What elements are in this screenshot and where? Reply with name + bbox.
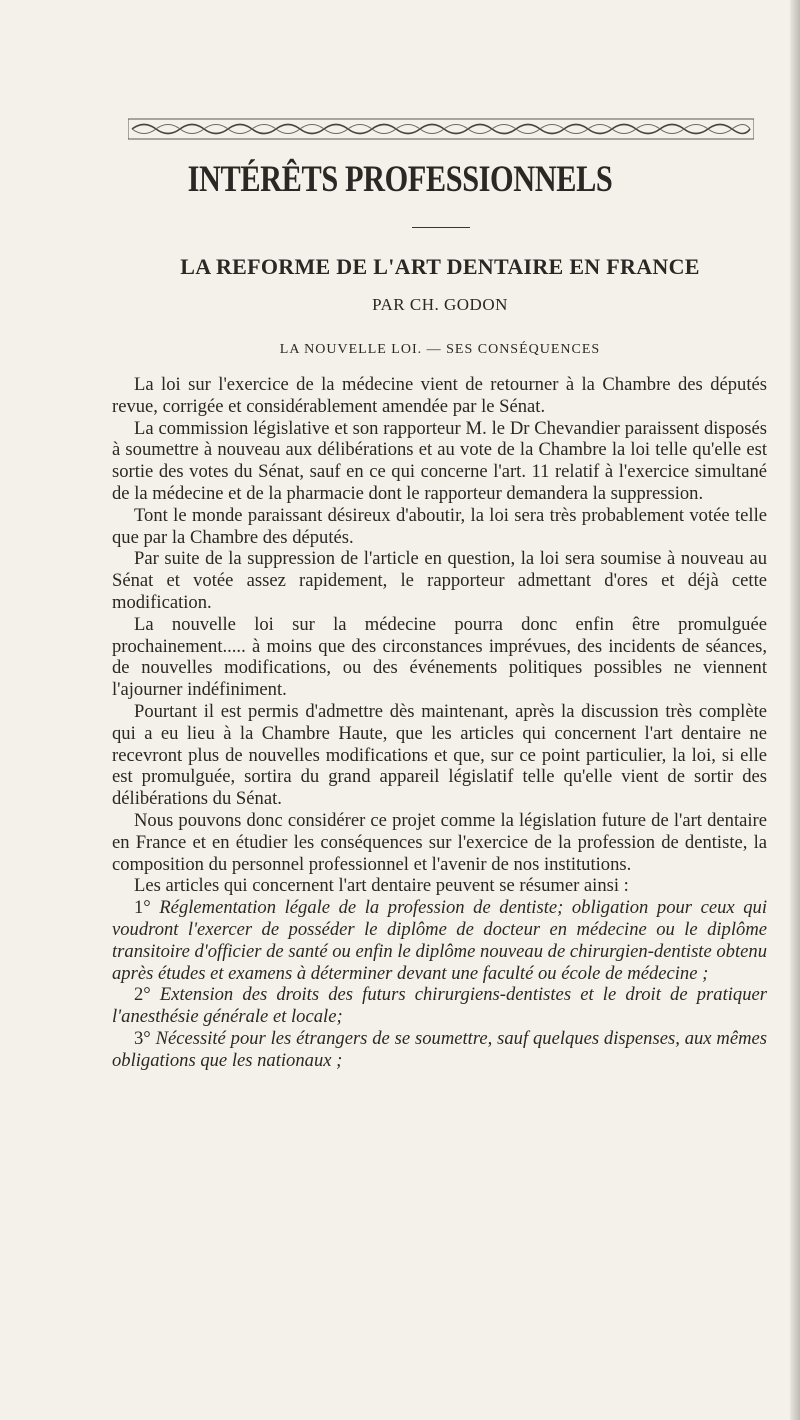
paragraph: Les articles qui concernent l'art dentaire peuvent se résumer ainsi : <box>134 875 629 897</box>
paragraph: Pourtant il est permis d'admettre dès maintenant, après la discussion très complète qui a eu lieu à la Chambre Haute, que les articles qui concernent l'art dentaire ne recevront plus de nouvelles modifications et que, sur ce point particulier, la loi, si elle est promulguée, sortira du grand appareil législatif telle qu'elle vient de sortir des délibérations du Sénat. <box>112 700 767 810</box>
paragraph: Tont le monde paraissant désireux d'aboutir, la loi sera très probablement votée telle que par la Chambre des députés. <box>112 504 767 548</box>
list-item-text: Nécessité pour les étrangers de se soumettre, sauf quelques dispenses, aux mêmes obligations que les nationaux ; <box>112 1027 767 1071</box>
article-body <box>112 374 767 1072</box>
paragraph: Par suite de la suppression de l'article en question, la loi sera soumise à nouveau au Sénat et votée assez rapidement, le rapporteur admettant d'ores et déjà cette modification. <box>112 548 767 613</box>
list-item-number: 3° <box>134 1027 151 1049</box>
list-item <box>112 1028 767 1072</box>
article-title: LA REFORME DE L'ART DENTAIRE EN FRANCE <box>180 254 700 279</box>
list-item-text: Réglementation légale de la profession de dentiste; obligation pour ceux qui voudront l'exercer de posséder le diplôme de docteur en médecine ou le diplôme transitoire d'officier de santé ou enfin le diplôme nouveau de chirurgien-dentiste obtenu après études et examens à déterminer devant une faculté ou école de médecine ; <box>112 897 768 984</box>
ornamental-header-band <box>128 118 754 140</box>
section-heading: INTÉRÊTS PROFESSIONNELS <box>187 159 613 200</box>
paragraph: La nouvelle loi sur la médecine pourra donc enfin être promulguée prochainement..... à moins que des circonstances imprévues, des incidents de séances, de nouvelles modifications, ou des événements politiques possibles ne viennent l'ajourner indéfiniment. <box>112 613 767 701</box>
list-item <box>112 984 767 1028</box>
title-rule <box>412 227 470 228</box>
byline: PAR CH. GODON <box>372 295 508 314</box>
list-item-number: 2° <box>134 984 151 1006</box>
list-item-number: 1° <box>134 897 151 919</box>
paragraph: La commission législative et son rapporteur M. le Dr Chevandier paraissent disposés à soumettre à nouveau aux délibérations et au vote de la Chambre la loi telle qu'elle est sortie des votes du Sénat, sauf en ce qui concerne l'art. 11 relatif à l'exercice simultané de la médecine et de la pharmacie dont le rapporteur demandera la suppression. <box>112 417 767 504</box>
page-edge-shadow <box>790 0 800 1420</box>
paragraph: Nous pouvons donc considérer ce projet comme la législation future de l'art dentaire en France et en étudier les conséquences sur l'exercice de la profession de dentiste, la composition du personnel professionnel et l'avenir de nos institutions. <box>112 809 767 875</box>
paragraph: La loi sur l'exercice de la médecine vient de retourner à la Chambre des députés revue, corrigée et considérablement amendée par le Sénat. <box>112 374 767 417</box>
list-item <box>112 897 767 984</box>
subsection-title: LA NOUVELLE LOI. — SES CONSÉQUENCES <box>279 342 601 357</box>
list-item-text: Extension des droits des futurs chirurgiens-dentistes et le droit de pratiquer l'anesthésie générale et locale; <box>112 984 767 1028</box>
